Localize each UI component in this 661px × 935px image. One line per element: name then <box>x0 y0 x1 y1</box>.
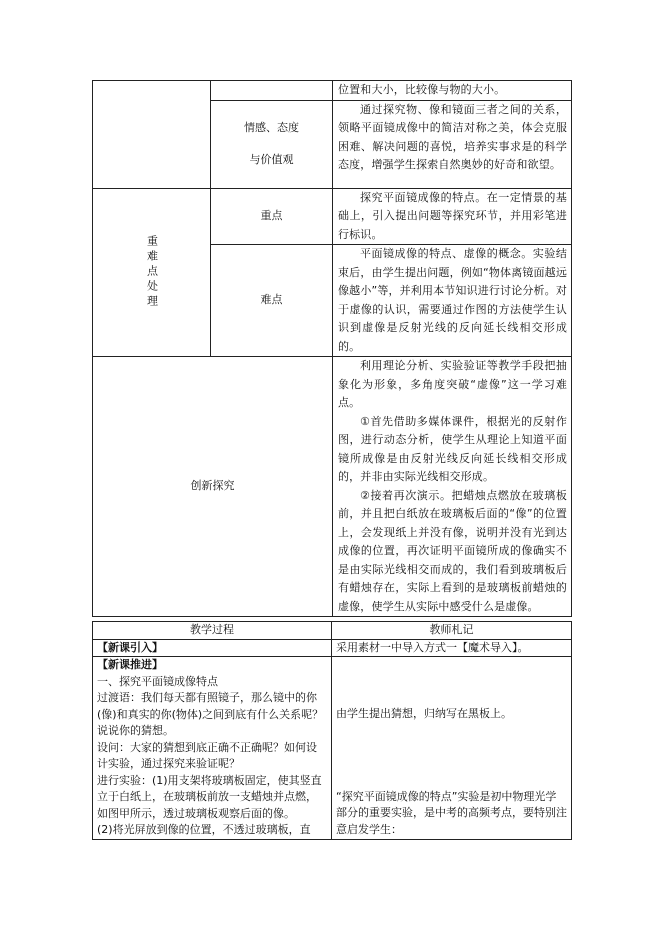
difficulty-content-text: 平面镜成像的特点、虚像的概念。实验结束后，由学生提出问题，例如“物体离镜面越远像越小”等，并利用本节知识进行讨论分析。对于虚像的认识，需要通过作图的方法使学生认识到虚像是反射光线的反向延长线相交形成的。 <box>338 247 567 353</box>
difficulty-label-cell <box>211 245 333 357</box>
emotion-label-line2: 与价值观 <box>249 153 294 166</box>
experiment-step-1: 进行实验：(1)用支架将玻璃板固定，使其竖直立于白纸上，在玻璃板前放一支蜡烛并点燃，如图甲所示，透过玻璃板观察后面的像。 <box>97 773 322 820</box>
empty-cell <box>93 81 211 189</box>
transition-text: 过渡语：我们每天都有照镜子，那么镜中的你(像)和真实的你(物体)之间到底有什么关系呢？说说你的猜想。 <box>97 691 324 737</box>
emotion-label-line1: 情感、态度 <box>244 121 299 134</box>
intro-note: 采用素材一中导入方式一【魔术导入】。 <box>332 639 572 657</box>
innovation-paragraph-3: ②接着再次演示。把蜡烛点燃放在玻璃板前，并且把白纸放在玻璃板后面的“像”的位置上，会发现纸上并没有像，说明并没有光到达成像的位置，再次证明平面镜所成的像确实不是由实际光线相交而成的，我们看到玻璃板后有蜡烛存在，实际上看到的是玻璃板前蜡烛的虚像，使学生从实际中感受什么是虚像。 <box>338 488 567 613</box>
emotion-content-text: 通过探究物、像和镜面三者之间的关系，领略平面镜成像中的简洁对称之美，体会克服困难、解决问题的喜悦，培养实事求是的科学态度，增强学生探索自然奥妙的好奇和欲望。 <box>338 102 567 171</box>
process-content-cell <box>93 657 332 840</box>
innovation-label-cell <box>93 357 333 617</box>
objective-continued-text: 位置和大小，比较像与物的大小。 <box>338 83 506 96</box>
key-label-cell <box>211 188 333 245</box>
advance-label: 【新课推进】 <box>97 658 163 671</box>
process-header: 教学过程 <box>93 622 332 640</box>
difficulty-content-cell <box>333 245 572 357</box>
key-content-cell <box>333 188 572 245</box>
notes-header: 教师札记 <box>332 622 572 640</box>
key-label: 重点 <box>260 209 283 222</box>
empty-cell <box>211 81 333 101</box>
emotion-content-cell <box>333 100 572 188</box>
key-content-text: 探究平面镜成像的特点。在一定情景的基础上，引入提出问题等探究环节，并用彩笔进行标识。 <box>338 190 567 241</box>
note-exam: “探究平面镜成像的特点”实验是初中物理光学部分的重要实验，是中考的高频考点，要特别注意启发学生： <box>336 789 567 836</box>
innovation-paragraph-1: 利用理论分析、实验验证等教学手段把抽象化为形象，多角度突破“虚像”这一学习难点。 <box>338 359 567 409</box>
innovation-paragraph-2: ①首先借助多媒体课件，根据光的反射作图，进行动态分析，使学生从理论上知道平面镜所成像是由反射光线反向延长线相交形成的，并非由实际光线相交形成。 <box>338 414 567 483</box>
innovation-content-cell <box>333 357 572 617</box>
difficulty-label: 难点 <box>260 293 283 307</box>
objective-continued-cell <box>333 81 572 101</box>
intro-label: 【新课引入】 <box>93 639 332 657</box>
emotion-label-cell <box>211 100 333 188</box>
notes-content-cell <box>332 657 572 840</box>
section-label: 重难点处理 <box>145 234 159 310</box>
section-label-cell <box>93 188 211 357</box>
lesson-plan-table <box>92 80 572 617</box>
teaching-process-table <box>92 621 572 840</box>
experiment-step-2: (2)将光屏放到像的位置，不透过玻璃板，直 <box>97 823 311 836</box>
note-guess: 由学生提出猜想，归纳写在黑板上。 <box>336 707 512 720</box>
question-text: 设问：大家的猜想到底正确不正确呢？如何设计实验，通过探究来验证呢？ <box>97 740 317 770</box>
subsection-title: 一、探究平面镜成像特点 <box>97 674 218 688</box>
innovation-label: 创新探究 <box>190 479 235 493</box>
